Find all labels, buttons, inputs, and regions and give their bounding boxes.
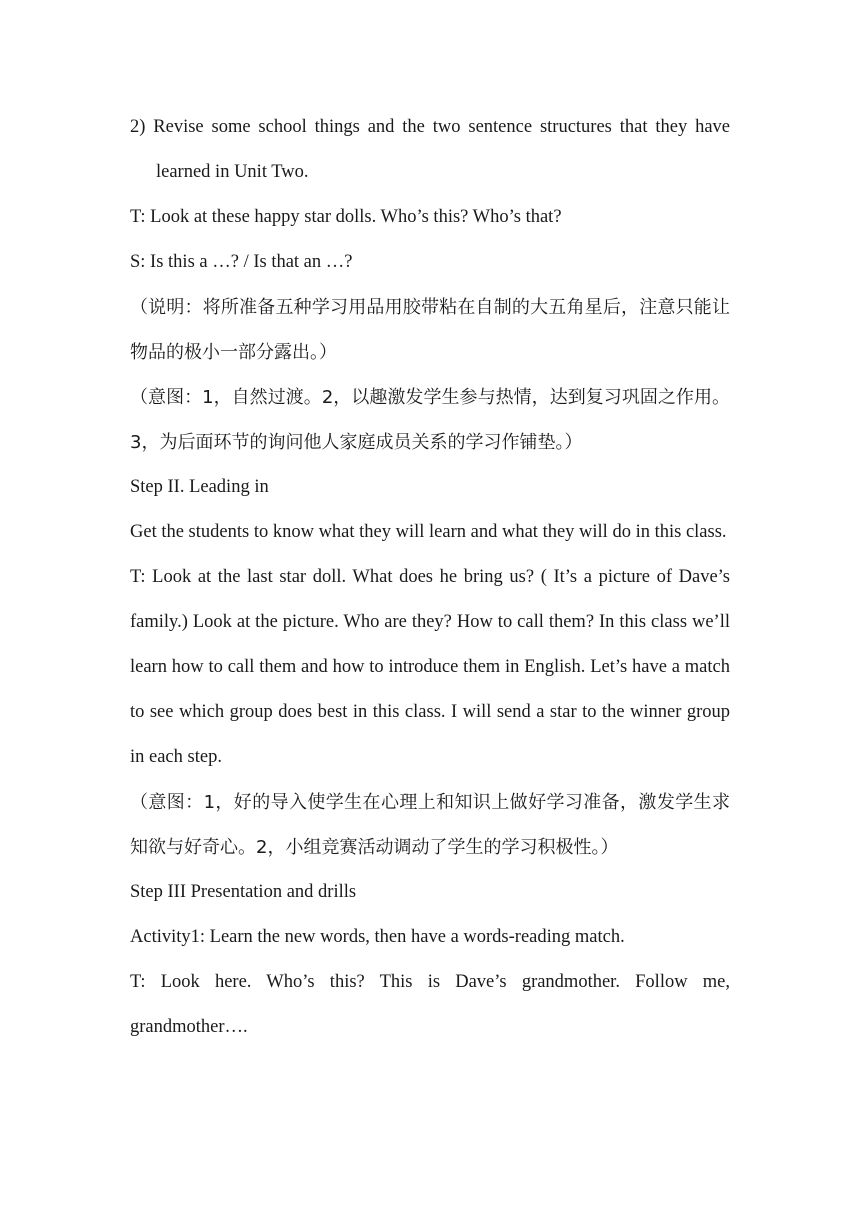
teacher-line-family-picture: T: Look at the last star doll. What does he bring us? ( It’s a picture of Dave’s family.) Look at the picture. Who are they? How to call them? In this class we’ll learn how to call them and how to introduce them in English. Let’s have a match to see which group does best in this class. I will send a star to the winner group in each step. [130, 567, 730, 767]
step-2-description: Get the students to know what they will learn and what they will do in this class. [130, 522, 727, 542]
step-heading-2: Step II. Leading in [130, 477, 269, 497]
note-explanation: （说明：将所准备五种学习用品用胶带粘在自制的大五角星后，注意只能让物品的极小一部分露出。） [130, 297, 730, 363]
document-body [130, 105, 730, 1050]
teacher-line-grandmother: T: Look here. Who’s this? This is Dave’s grandmother. Follow me, grandmother…. [130, 972, 730, 1037]
note-intention-2: （意图：1，好的导入使学生在心理上和知识上做好学习准备，激发学生求知欲与好奇心。2，小组竞赛活动调动了学生的学习积极性。） [130, 792, 730, 858]
teacher-line-star-dolls: T: Look at these happy star dolls. Who’s this? Who’s that? [130, 207, 562, 227]
objective-item-2: 2) Revise some school things and the two sentence structures that they have learned in Unit Two. [130, 117, 730, 182]
note-intention-1: （意图：1，自然过渡。2，以趣激发学生参与热情，达到复习巩固之作用。3，为后面环节的询问他人家庭成员关系的学习作铺垫。） [130, 387, 730, 453]
activity-1-description: Activity1: Learn the new words, then have a words-reading match. [130, 927, 625, 947]
step-heading-3: Step III Presentation and drills [130, 882, 357, 902]
student-line: S: Is this a …? / Is that an …? [130, 252, 353, 272]
